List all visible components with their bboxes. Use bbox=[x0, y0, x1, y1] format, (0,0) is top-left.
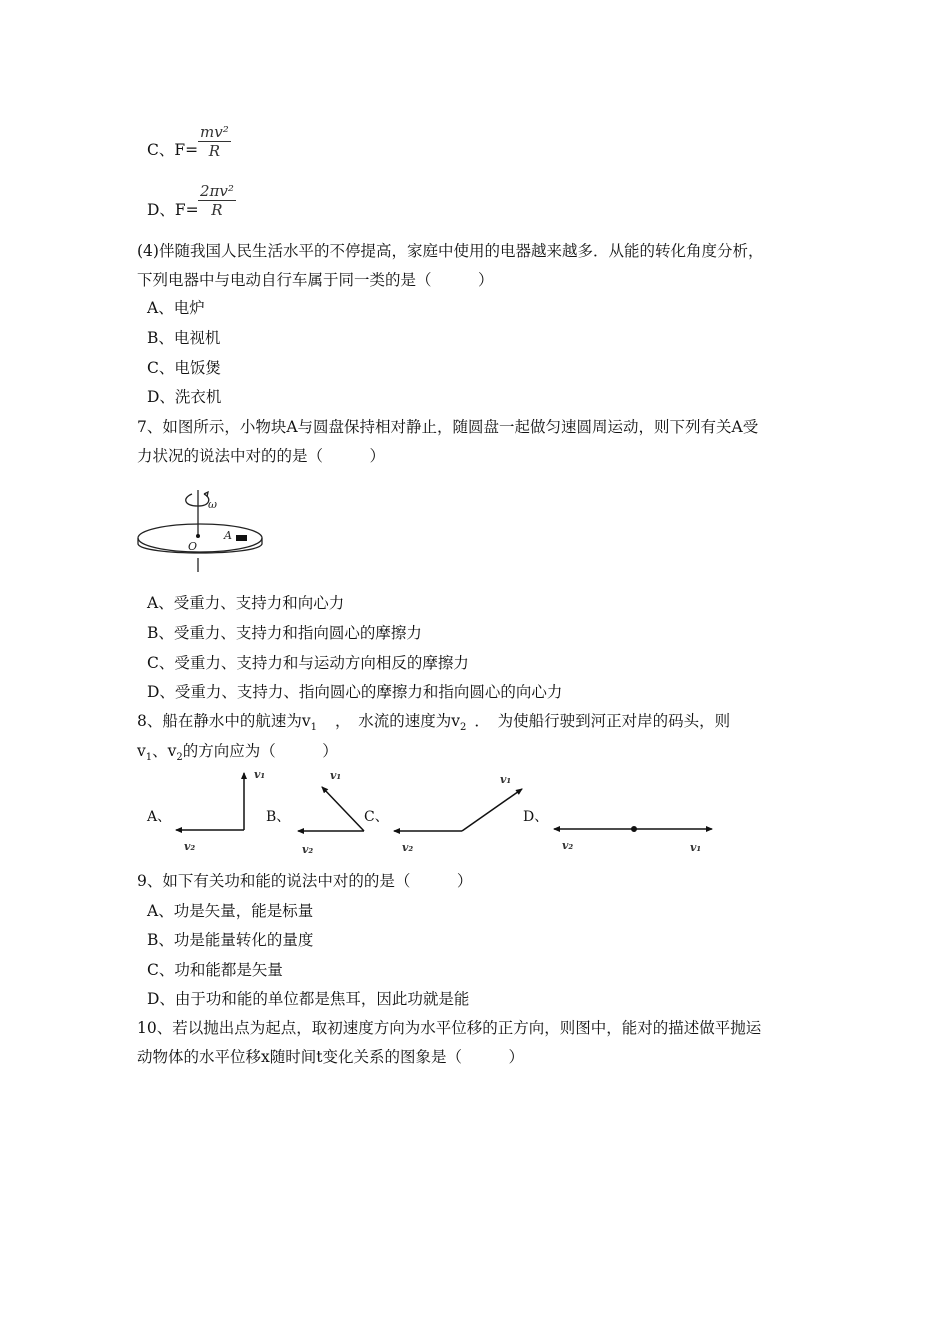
q8-stem-part2: ， 水流的速度为v bbox=[335, 712, 461, 730]
q9-option-d: D、由于功和能的单位都是焦耳，因此功就是能 bbox=[147, 990, 470, 1008]
diagram-c-v1-label: v₁ bbox=[500, 773, 512, 786]
q6-option-d-fraction bbox=[198, 183, 236, 218]
q6-4-option-b: B、电视机 bbox=[147, 329, 221, 347]
diagram-d-label: D、 bbox=[523, 809, 549, 825]
diagram-a-label: A、 bbox=[147, 809, 172, 825]
q10-stem-line1: 10、若以抛出点为起点，取初速度方向为水平位移的正方向，则图中，能对的描述做平抛运 bbox=[137, 1019, 762, 1037]
q9-option-c: C、功和能都是矢量 bbox=[147, 961, 283, 979]
rotating-disk-figure bbox=[132, 484, 272, 579]
q8-stem-part1: 8、船在静水中的航速为v bbox=[137, 712, 311, 730]
q8-stem-part3: ． 为使船行驶到河正对岸的码头，则 bbox=[474, 712, 731, 730]
block-a-label: A bbox=[224, 529, 232, 542]
q9-option-a: A、功是矢量，能是标量 bbox=[147, 902, 314, 920]
diagram-b-v1-arrow bbox=[322, 787, 364, 831]
q9-option-b: B、功是能量转化的量度 bbox=[147, 931, 314, 949]
q6-option-c-numerator: mv² bbox=[200, 123, 229, 141]
diagram-c-v1-arrow bbox=[462, 789, 522, 831]
q6-4-option-a: A、电炉 bbox=[147, 299, 205, 317]
diagram-d-v2-label: v₂ bbox=[562, 839, 574, 852]
diagram-a-v1-label: v₁ bbox=[254, 768, 266, 781]
q8-stem-line1 bbox=[137, 711, 730, 738]
q6-4-stem-line2: 下列电器中与电动自行车属于同一类的是（ ） bbox=[137, 271, 494, 289]
q7-option-a: A、受重力、支持力和向心力 bbox=[147, 594, 345, 612]
diagram-c-v2-label: v₂ bbox=[402, 841, 414, 854]
q6-4-option-d: D、洗衣机 bbox=[147, 388, 222, 406]
center-point bbox=[196, 534, 200, 538]
q8-velocity-diagrams bbox=[140, 765, 730, 857]
q7-option-c: C、受重力、支持力和与运动方向相反的摩擦力 bbox=[147, 654, 469, 672]
q8-stem2-part1: v bbox=[137, 742, 146, 760]
diagram-b-label: B、 bbox=[266, 809, 291, 825]
q7-stem-line2: 力状况的说法中对的的是（ ） bbox=[137, 447, 386, 465]
q6-option-c-denominator: R bbox=[208, 142, 220, 160]
q8-stem-sub1: 1 bbox=[310, 722, 317, 734]
q6-option-d-label: D、F= bbox=[147, 201, 199, 219]
q6-option-c-fraction bbox=[198, 124, 231, 159]
q8-stem2-part2: 、v bbox=[152, 742, 177, 760]
q8-stem2-sub1: 1 bbox=[145, 752, 153, 764]
q6-4-stem-line1: (4)伴随我国人民生活水平的不停提高，家庭中使用的电器越来越多．从能的转化角度分析， bbox=[137, 242, 764, 260]
q6-option-c-label: C、F= bbox=[147, 141, 199, 159]
q6-option-d-numerator: 2πv² bbox=[200, 182, 234, 200]
q10-stem-line2: 动物体的水平位移x随时间t变化关系的图象是（ ） bbox=[137, 1048, 524, 1066]
q7-option-b: B、受重力、支持力和指向圆心的摩擦力 bbox=[147, 624, 422, 642]
q6-4-option-c: C、电饭煲 bbox=[147, 359, 221, 377]
q9-stem: 9、如下有关功和能的说法中对的的是（ ） bbox=[137, 872, 473, 890]
block-a bbox=[236, 535, 247, 541]
diagram-a-v2-label: v₂ bbox=[184, 840, 196, 853]
q8-stem-sub2: 2 bbox=[460, 722, 467, 734]
rotation-arrow-icon bbox=[186, 494, 209, 506]
q7-stem-line1: 7、如图所示，小物块A与圆盘保持相对静止，随圆盘一起做匀速圆周运动，则下列有关A受 bbox=[137, 418, 759, 436]
omega-label: ω bbox=[208, 498, 217, 511]
diagram-c-label: C、 bbox=[364, 809, 389, 825]
diagram-b-v2-label: v₂ bbox=[302, 843, 314, 856]
diagram-d-center-dot bbox=[631, 826, 637, 832]
diagram-d-v1-label: v₁ bbox=[690, 841, 702, 854]
q8-stem2-sub2: 2 bbox=[176, 752, 183, 764]
q6-option-d-denominator: R bbox=[211, 201, 223, 219]
center-o-label: O bbox=[188, 540, 198, 553]
q7-option-d: D、受重力、支持力、指向圆心的摩擦力和指向圆心的向心力 bbox=[147, 683, 563, 701]
q8-stem2-part3: 的方向应为（ ） bbox=[182, 742, 338, 760]
diagram-b-v1-label: v₁ bbox=[330, 769, 342, 782]
